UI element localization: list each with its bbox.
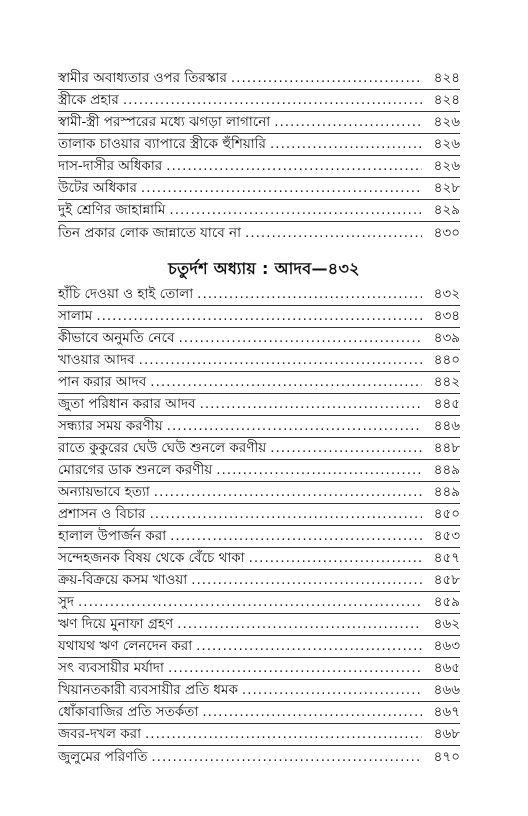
toc-leader-dots (150, 373, 422, 393)
toc-leader-dots (168, 659, 422, 679)
toc-entry (58, 350, 460, 372)
toc-entry-page: ৪৫০ (433, 506, 460, 522)
toc-entry-page: ৪৬৩ (433, 638, 460, 654)
toc-entry-title: জবর-দখল করা (58, 726, 141, 742)
toc-leader-dots (145, 725, 422, 745)
toc-entry-title: স্বামী-স্ত্রী পরস্পরের মধ্যে ঝগড়া লাগানো (58, 114, 271, 130)
toc-entry-page: ৪৩০ (433, 225, 460, 241)
toc-entry-page: ৪৪৯ (433, 484, 460, 500)
toc-entry-title: স্ত্রীকে প্রহার (58, 92, 119, 108)
toc-entry-title: তিন প্রকার লোক জান্নাতে যাবে না (58, 225, 242, 241)
toc-entry-page: ৪৪৫ (433, 396, 460, 412)
toc-entry (58, 438, 460, 460)
toc-entry-title: ক্রয়-বিক্রয়ে কসম খাওয়া (58, 572, 188, 588)
toc-entry-page: ৪৪২ (433, 374, 460, 390)
toc-entry-page: ৪৪৬ (433, 418, 460, 434)
toc-leader-dots (270, 439, 422, 459)
toc-entry-title: ঋণ দিয়ে মুনাফা গ্রহণ (58, 616, 174, 632)
toc-entry-page: ৪২৪ (433, 70, 460, 86)
toc-entry-title: হাঁচি দেওয়া ও হাই তোলা (58, 286, 194, 302)
toc-entry-title: খাওয়ার আদব (58, 352, 135, 368)
toc-entry-title: ধোঁকাবাজির প্রতি সতর্কতা (58, 704, 199, 720)
toc-entry (58, 658, 460, 680)
toc-entry (58, 328, 460, 350)
toc-entry-title: পান করার আদব (58, 374, 147, 390)
toc-leader-dots (169, 201, 422, 221)
toc-entry-page: ৪৪০ (433, 352, 460, 368)
toc-leader-dots (196, 637, 422, 657)
toc-entry (58, 746, 460, 768)
toc-entry-title: দুই শ্রেণির জাহান্নামি (58, 202, 166, 218)
toc-entry (58, 482, 460, 504)
toc-entry-title: অন্যায়ভাবে হত্যা (58, 484, 150, 500)
toc-leader-dots (202, 703, 422, 723)
toc-entry-title: কীভাবে অনুমতি নেবে (58, 330, 175, 346)
toc-leader-dots (200, 395, 422, 415)
toc-leader-dots (170, 527, 422, 547)
toc-leader-dots (78, 593, 422, 613)
toc-entry-page: ৪৬২ (433, 616, 460, 632)
toc-entry-title: জুলুমের পরিণতি (58, 749, 148, 765)
toc-entry-title: উটের অধিকার (58, 180, 137, 196)
toc-leader-dots (96, 307, 422, 327)
toc-entry-page: ৪৫৮ (433, 572, 460, 588)
toc-entry (58, 570, 460, 592)
toc-leader-dots (270, 135, 422, 155)
toc-leader-dots (191, 571, 422, 591)
toc-entry (58, 592, 460, 614)
toc-entry-title: সন্ধ্যার সময় করণীয় (58, 418, 163, 434)
toc-entry-page: ৪৭০ (433, 749, 460, 765)
toc-entry (58, 548, 460, 570)
toc-entry-page: ৪২৮ (433, 180, 460, 196)
toc-entry (58, 504, 460, 526)
toc-entry (58, 306, 460, 328)
toc-entry (58, 90, 460, 112)
toc-leader-dots (151, 748, 422, 768)
toc-entry-page: ৪৪৮ (433, 440, 460, 456)
toc-entry-title: দাস-দাসীর অধিকার (58, 158, 163, 174)
toc-leader-dots (216, 461, 422, 481)
toc-entry-title: খিয়ানতকারী ব্যবসায়ীর প্রতি ধমক (58, 682, 238, 698)
toc-entry-title: মোরগের ডাক শুনলে করণীয় (58, 462, 213, 478)
toc-leader-dots (123, 91, 422, 111)
toc-leader-dots (242, 681, 422, 701)
toc-entry-title: তালাক চাওয়ার ব্যাপারে স্ত্রীকে হুঁশিয়ারি (58, 136, 266, 152)
toc-entry-title: রাতে কুকুরের ঘেউ ঘেউ শুনলে করণীয় (58, 440, 267, 456)
toc-entry-page: ৪৫৭ (433, 550, 460, 566)
toc-entry-title: সুদ (58, 594, 75, 610)
toc-entry (58, 284, 460, 306)
toc-entry (58, 394, 460, 416)
toc-leader-dots (249, 549, 422, 569)
toc-section-one (58, 68, 460, 244)
toc-entry-title: সন্দেহজনক বিষয় থেকে বেঁচে থাকা (58, 550, 245, 566)
toc-entry (58, 68, 460, 90)
toc-leader-dots (197, 285, 422, 305)
toc-entry-page: ৪৩৯ (433, 330, 460, 346)
toc-entry-page: ৪৫৩ (433, 528, 460, 544)
toc-entry-page: ৪২৬ (433, 114, 460, 130)
toc-entry-page: ৪২৬ (433, 158, 460, 174)
toc-entry-page: ৪৫৯ (433, 594, 460, 610)
toc-entry (58, 724, 460, 746)
toc-leader-dots (139, 351, 422, 371)
toc-entry-page: ৪৬৬ (433, 682, 460, 698)
toc-entry-title: হালাল উপার্জন করা (58, 528, 167, 544)
toc-entry-title: প্রশাসন ও বিচার (58, 506, 146, 522)
toc-leader-dots (274, 113, 422, 133)
toc-entry (58, 134, 460, 156)
toc-entry-page: ৪৬৭ (433, 704, 460, 720)
toc-entry-page: ৪৬৮ (433, 726, 460, 742)
toc-entry-page: ৪৪৯ (433, 462, 460, 478)
toc-entry-title: যথাযথ ঋণ লেনদেন করা (58, 638, 193, 654)
toc-entry-page: ৪৩৪ (433, 308, 460, 324)
toc-entry (58, 178, 460, 200)
toc-entry (58, 702, 460, 724)
toc-entry (58, 636, 460, 658)
toc-leader-dots (141, 179, 422, 199)
toc-leader-dots (166, 157, 422, 177)
toc-entry-page: ৪২৬ (433, 136, 460, 152)
toc-entry (58, 112, 460, 134)
toc-entry (58, 222, 460, 244)
toc-entry-title: সৎ ব্যবসায়ীর মর্যাদা (58, 660, 164, 676)
toc-entry-page: ৪২৯ (433, 202, 460, 218)
toc-entry-page: ৪৬৫ (433, 660, 460, 676)
toc-leader-dots (179, 329, 422, 349)
chapter-heading: চতুর্দশ অধ্যায় : আদব—৪৩২ (168, 259, 360, 278)
toc-entry-page: ৪৩২ (433, 286, 460, 302)
toc-entry-title: জুতা পরিধান করার আদব (58, 396, 196, 412)
toc-entry (58, 460, 460, 482)
toc-leader-dots (167, 417, 422, 437)
toc-entry (58, 680, 460, 702)
toc-entry-page: ৪২৪ (433, 92, 460, 108)
toc-entry-title: স্বামীর অবাধ্যতার ওপর তিরস্কার (58, 70, 227, 86)
toc-leader-dots (177, 615, 422, 635)
toc-entry (58, 614, 460, 636)
toc-entry (58, 200, 460, 222)
toc-leader-dots (149, 505, 422, 525)
toc-section-two (58, 284, 460, 768)
toc-entry-title: সালাম (58, 308, 93, 324)
toc-entry (58, 372, 460, 394)
toc-entry (58, 156, 460, 178)
toc-entry (58, 526, 460, 548)
toc-leader-dots (154, 483, 422, 503)
toc-entry (58, 416, 460, 438)
toc-leader-dots (231, 69, 422, 89)
toc-leader-dots (245, 224, 422, 244)
